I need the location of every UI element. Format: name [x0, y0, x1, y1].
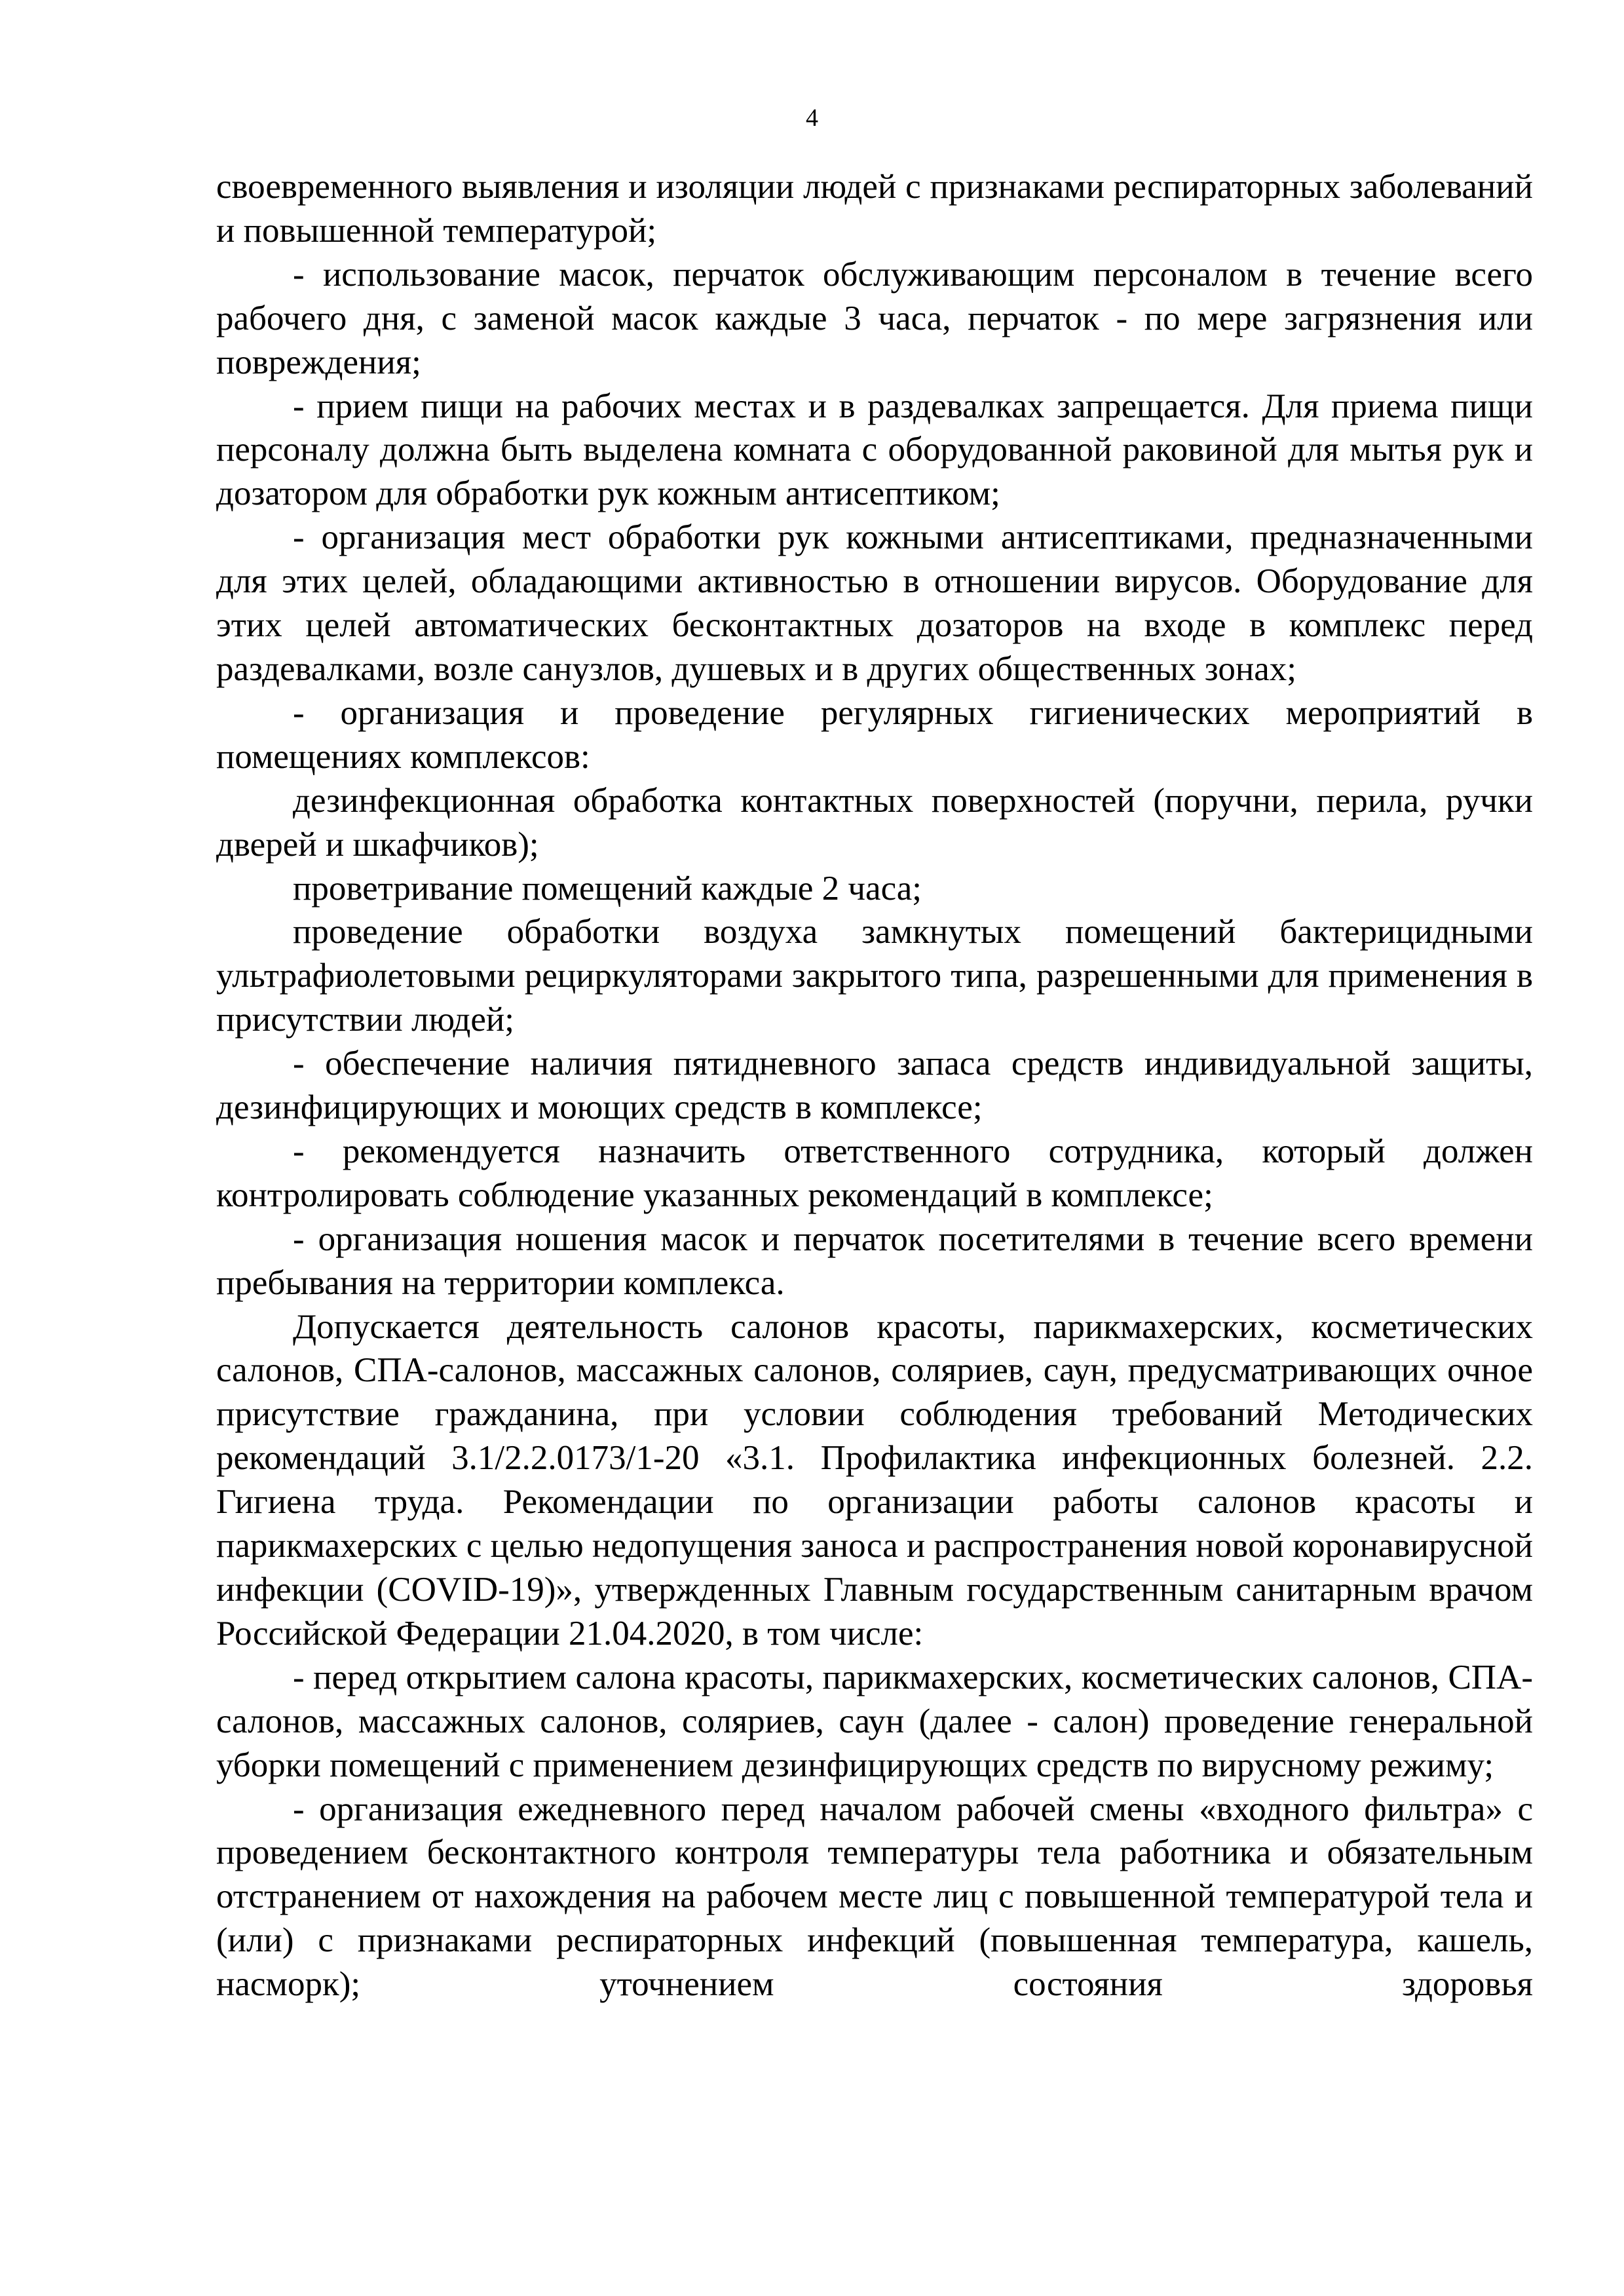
paragraph: своевременного выявления и изоляции людей с признаками респираторных заболеваний и повышенной температурой;: [216, 168, 1533, 250]
paragraph: - прием пищи на рабочих местах и в раздевалках запрещается. Для приема пищи персоналу должна быть выделена комната с оборудованной раковиной для мытья рук и дозатором для обработки рук кожным антисептиком;: [216, 387, 1533, 513]
paragraph: проведение обработки воздуха замкнутых помещений бактерицидными ультрафиолетовыми рециркуляторами закрытого типа, разрешенными для применения в присутствии людей;: [216, 913, 1533, 1039]
paragraph: проветривание помещений каждые 2 часа;: [293, 869, 922, 908]
paragraph: - организация ежедневного перед началом рабочей смены «входного фильтра» с проведением бесконтактного контроля температуры тела работника и обязательным отстранением от нахождения на рабочем месте лиц с повышенной температурой тела и (или) с признаками респираторных инфекций (повышенная температура, кашель, насморк); уточнением состояния здоровья: [216, 1789, 1533, 2004]
paragraph: - обеспечение наличия пятидневного запаса средств индивидуальной защиты, дезинфицирующих и моющих средств в комплексе;: [216, 1044, 1533, 1127]
paragraph: - организация мест обработки рук кожными антисептиками, предназначенными для этих целей, обладающими активностью в отношении вирусов. Оборудование для этих целей автоматических бесконтактных дозаторов на входе в комплекс перед раздевалками, возле санузлов, душевых и в других общественных зонах;: [216, 518, 1533, 688]
page-number: 4: [806, 104, 818, 132]
paragraph: дезинфекционная обработка контактных поверхностей (поручни, перила, ручки дверей и шкафчиков);: [216, 781, 1533, 864]
paragraph: - перед открытием салона красоты, парикмахерских, косметических салонов, СПА-салонов, массажных салонов, соляриев, саун (далее - салон) проведение генеральной уборки помещений с применением дезинфицирующих средств по вирусному режиму;: [216, 1658, 1533, 1784]
document-body: [216, 165, 1533, 2006]
paragraph: - организация и проведение регулярных гигиенических мероприятий в помещениях комплексов:: [216, 693, 1533, 776]
paragraph: - организация ношения масок и перчаток посетителями в течение всего времени пребывания на территории комплекса.: [216, 1219, 1533, 1302]
paragraph: - рекомендуется назначить ответственного сотрудника, который должен контролировать соблюдение указанных рекомендаций в комплексе;: [216, 1132, 1533, 1214]
paragraph: Допускается деятельность салонов красоты, парикмахерских, косметических салонов, СПА-салонов, массажных салонов, соляриев, саун, предусматривающих очное присутствие гражданина, при условии соблюдения требований Методических рекомендаций 3.1/2.2.0173/1-20 «3.1. Профилактика инфекционных болезней. 2.2. Гигиена труда. Рекомендации по организации работы салонов красоты и парикмахерских с целью недопущения заноса и распространения новой коронавирусной инфекции (COVID-19)», утвержденных Главным государственным санитарным врачом Российской Федерации 21.04.2020, в том числе:: [216, 1307, 1533, 1653]
paragraph: - использование масок, перчаток обслуживающим персоналом в течение всего рабочего дня, с заменой масок каждые 3 часа, перчаток - по мере загрязнения или повреждения;: [216, 255, 1533, 381]
